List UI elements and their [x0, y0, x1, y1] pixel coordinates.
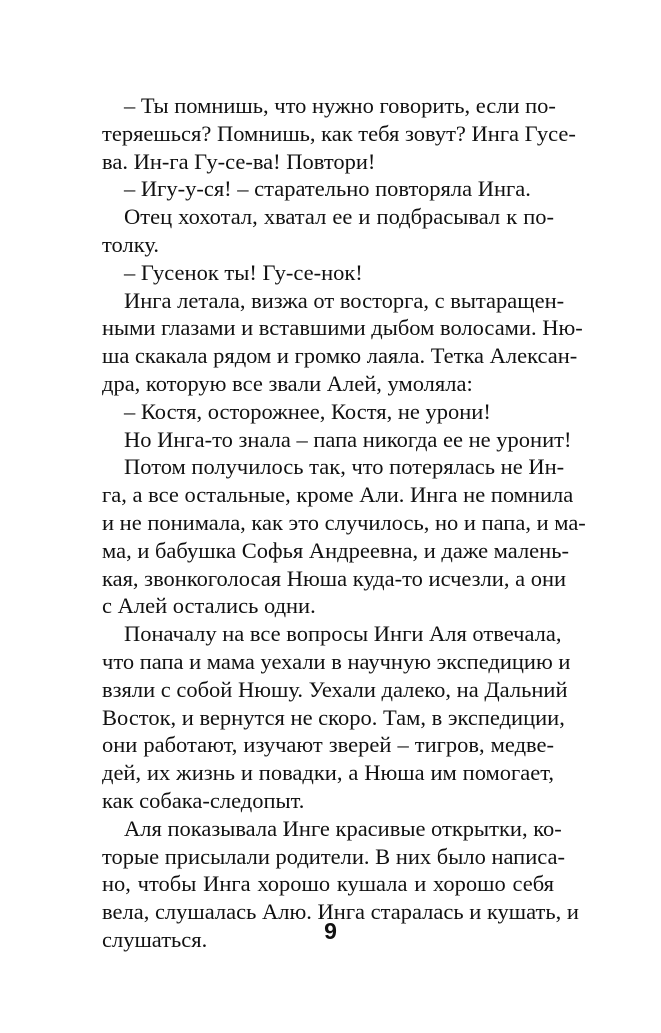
paragraph	[102, 398, 554, 426]
text-line: Аля показывала Инге красивые открытки, ко-	[124, 815, 562, 841]
page-number: 9	[324, 918, 337, 944]
paragraph	[102, 203, 554, 259]
text-line: взяли с собой Нюшу. Уехали далеко, на Дальний	[102, 676, 568, 702]
text-line: что папа и мама уехали в научную экспедицию и	[102, 648, 571, 674]
text-line: толку.	[102, 231, 159, 257]
text-line: дра, которую все звали Алей, умоляла:	[102, 370, 473, 396]
text-line: – Ты помнишь, что нужно говорить, если по-	[124, 93, 556, 118]
text-line: теряешься? Помнишь, как тебя зовут? Инга Гусе-	[102, 120, 576, 146]
text-line: Но Инга-то знала – папа никогда ее не уронит!	[124, 426, 572, 452]
paragraph	[102, 259, 554, 287]
text-line: Потом получилось так, что потерялась не Ин-	[124, 454, 565, 480]
text-line: Поначалу на все вопросы Инги Аля отвечала,	[124, 621, 562, 647]
paragraph	[102, 175, 554, 203]
paragraph	[102, 620, 571, 815]
text-line: слушаться.	[102, 926, 208, 952]
text-line: ша скакала рядом и громко лаяла. Тетка Алексан-	[102, 343, 578, 369]
text-line: вела, слушалась Алю. Инга старалась и кушать, и	[102, 899, 579, 925]
text-line: – Костя, осторожнее, Костя, не урони!	[124, 398, 491, 424]
paragraph	[102, 287, 583, 398]
text-line: и не понимала, как это случилось, но и папа, и ма-	[102, 509, 586, 535]
text-line: кая, звонкоголосая Нюша куда-то исчезли, а они	[102, 565, 567, 591]
text-line: Отец хохотал, хватал ее и подбрасывал к по-	[124, 204, 554, 230]
text-line: – Гусенок ты! Гу-се-нок!	[124, 259, 363, 285]
paragraph	[102, 453, 586, 620]
text-line: Восток, и вернутся не скоро. Там, в экспедиции,	[102, 704, 565, 730]
text-line: га, а все остальные, кроме Али. Инга не помнила	[102, 482, 574, 508]
text-line: ва. Ин-га Гу-се-ва! Повтори!	[102, 148, 376, 174]
text-line: как собака-следопыт.	[102, 787, 305, 813]
text-line: но, чтобы Инга хорошо кушала и хорошо себя	[102, 871, 554, 897]
text-line: дей, их жизнь и повадки, а Нюша им помогает,	[102, 760, 554, 786]
body-text	[102, 92, 586, 954]
text-line: они работают, изучают зверей – тигров, медве-	[102, 732, 554, 758]
text-line: – Игу-у-ся! – старательно повторяла Инга.	[124, 176, 531, 202]
paragraph	[102, 92, 576, 175]
text-line: с Алей остались одни.	[102, 593, 316, 619]
paragraph	[102, 426, 572, 454]
text-line: торые присылали родители. В них было написа-	[102, 843, 565, 869]
text-line: ма, и бабушка Софья Андреевна, и даже малень-	[102, 537, 569, 563]
text-line: Инга летала, визжа от восторга, с вытаращен-	[124, 287, 565, 313]
text-line: ными глазами и вставшими дыбом волосами. Ню-	[102, 315, 583, 341]
